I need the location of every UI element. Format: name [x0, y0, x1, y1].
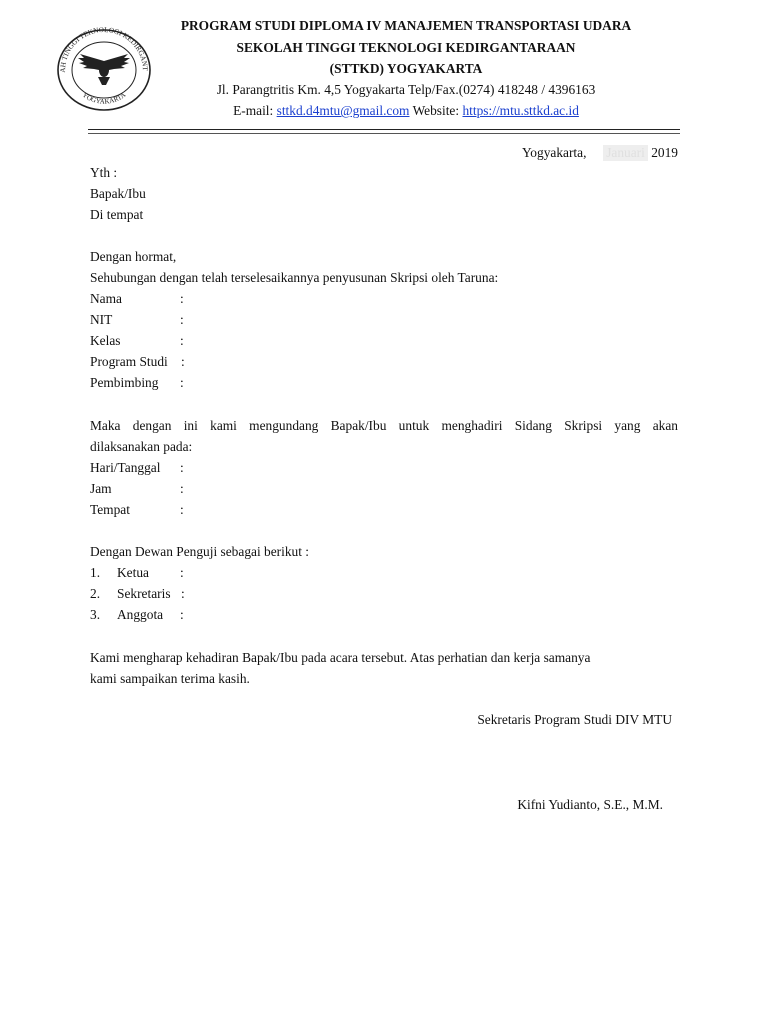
recipient-to: Bapak/Ibu	[90, 186, 146, 201]
field-label-tempat: Tempat	[90, 502, 130, 517]
letter-date	[522, 145, 678, 161]
field-label-pembimbing: Pembimbing	[90, 375, 159, 390]
field-colon: :	[180, 333, 184, 348]
invitation-line-1: Maka dengan ini kami mengundang Bapak/Ibu untuk menghadiri Sidang Skripsi yang akan	[90, 418, 678, 433]
header-divider-thin	[88, 133, 680, 134]
field-label-kelas: Kelas	[90, 333, 121, 348]
website-label: Website:	[412, 103, 460, 118]
field-colon: :	[181, 354, 185, 369]
date-year: 2019	[651, 145, 678, 160]
email-label: E-mail:	[233, 103, 274, 118]
svg-text:YOGYAKARTA: YOGYAKARTA	[80, 90, 128, 106]
field-label-jam: Jam	[90, 481, 112, 496]
svg-text:SEKOLAH TINGGI TEKNOLOGI KEDIR: AH TINGGI TEKNOLOGI KEDIRGANT	[58, 27, 150, 73]
field-colon: :	[180, 312, 184, 327]
recipient-place: Di tempat	[90, 207, 144, 222]
committee-role-anggota: Anggota	[117, 607, 164, 622]
header-divider-thick	[88, 129, 680, 130]
field-colon: :	[180, 291, 184, 306]
date-month: Januari	[603, 145, 648, 161]
field-colon: :	[180, 565, 184, 580]
header-line-2: SEKOLAH TINGGI TEKNOLOGI KEDIRGANTARAAN	[236, 40, 576, 55]
signature-position: Sekretaris Program Studi DIV MTU	[477, 712, 672, 727]
header-contact	[100, 103, 712, 119]
header-address: Jl. Parangtritis Km. 4,5 Yogyakarta Telp/Fax.(0274) 418248 / 4396163	[216, 82, 596, 97]
committee-number: 1.	[90, 565, 101, 580]
field-colon: :	[181, 586, 185, 601]
field-label-hari-tanggal: Hari/Tanggal	[90, 460, 161, 475]
closing-line-2: kami sampaikan terima kasih.	[90, 671, 250, 686]
header-line-1: PROGRAM STUDI DIPLOMA IV MANAJEMEN TRANSPORTASI UDARA	[180, 18, 632, 33]
committee-number: 2.	[90, 586, 101, 601]
header-line-3: (STTKD) YOGYAKARTA	[329, 61, 483, 76]
field-label-nama: Nama	[90, 291, 122, 306]
field-colon: :	[180, 481, 184, 496]
field-colon: :	[180, 607, 184, 622]
committee-role-sekretaris: Sekretaris	[117, 586, 171, 601]
committee-number: 3.	[90, 607, 101, 622]
closing-line-1: Kami mengharap kehadiran Bapak/Ibu pada acara tersebut. Atas perhatian dan kerja samanya	[90, 650, 591, 665]
recipient-yth: Yth :	[90, 165, 118, 180]
field-label-nit: NIT	[90, 312, 113, 327]
field-colon: :	[180, 375, 184, 390]
signature-name: Kifni Yudianto, S.E., M.M.	[517, 797, 663, 812]
committee-intro: Dengan Dewan Penguji sebagai berikut :	[90, 544, 310, 559]
date-city: Yogyakarta,	[521, 145, 587, 160]
committee-role-ketua: Ketua	[117, 565, 149, 580]
field-colon: :	[180, 460, 184, 475]
field-colon: :	[180, 502, 184, 517]
invitation-line-2: dilaksanakan pada:	[90, 439, 193, 454]
field-label-program-studi: Program Studi	[90, 354, 168, 369]
email-link[interactable]: sttkd.d4mtu@gmail.com	[276, 103, 410, 118]
website-link[interactable]: https://mtu.sttkd.ac.id	[462, 103, 579, 118]
intro-text: Sehubungan dengan telah terselesaikannya penyusunan Skripsi oleh Taruna:	[90, 270, 499, 285]
greeting: Dengan hormat,	[90, 249, 177, 264]
